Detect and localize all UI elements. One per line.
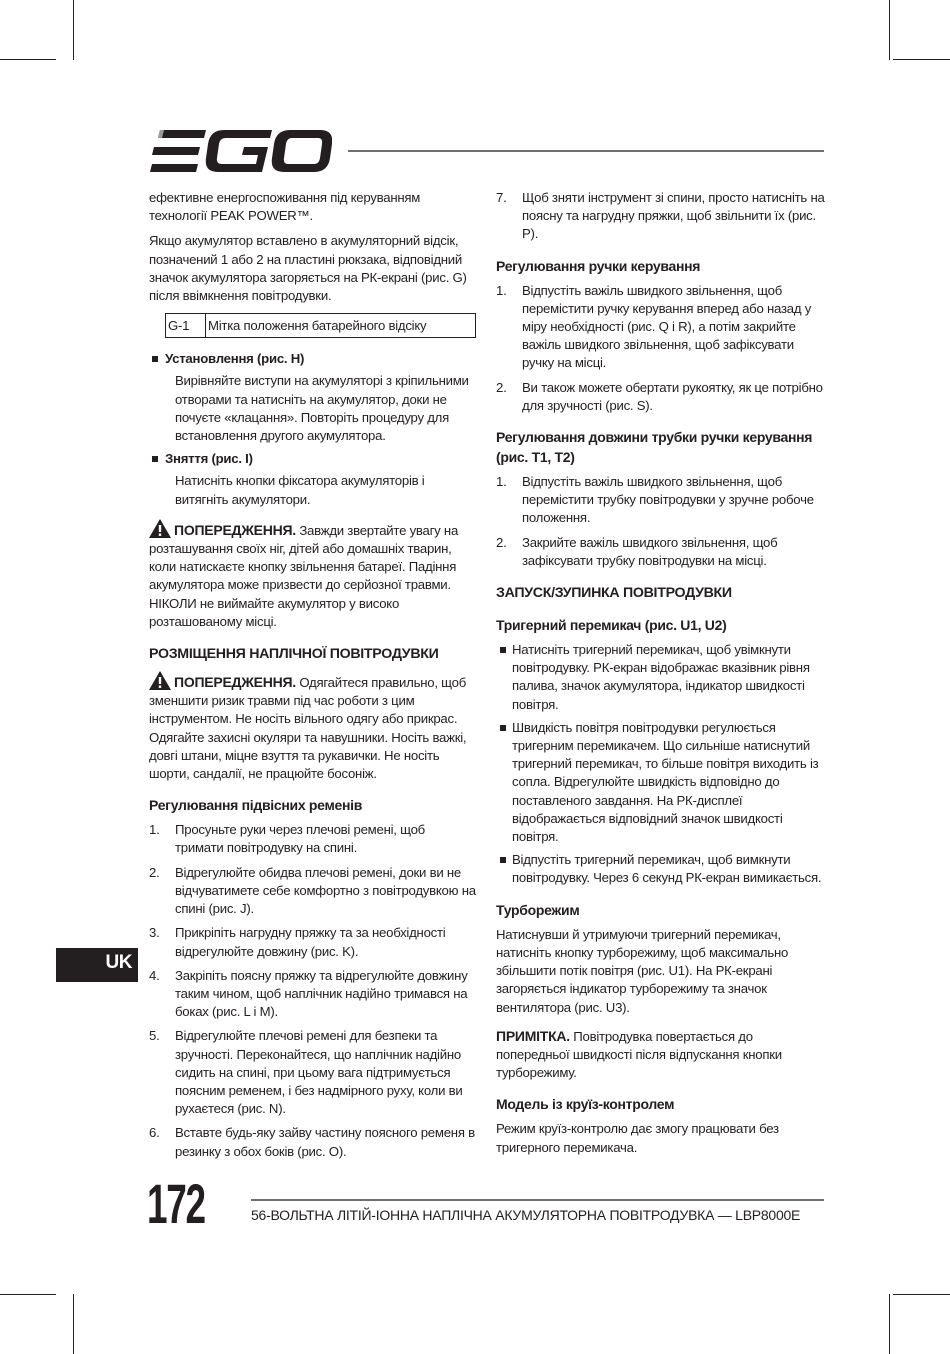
list-number: 6. — [149, 1125, 160, 1141]
warning-clothing — [149, 671, 476, 783]
warning-title: ПОПЕРЕДЖЕННЯ. — [174, 674, 296, 691]
list-item — [149, 924, 476, 960]
warning-text: Одягайтеся правильно, щоб зменшити ризик травми під час роботи з цим інструментом. Не носіть вільного одягу або прикрас. Одягайте захисні окуляри та навушники. Носіть важкі, довгі штани, міцне взуття та рукавички. Не носіть шорти, сандалії, не працюйте босоніж. — [149, 675, 467, 782]
table-cell-code: G-1 — [166, 314, 206, 338]
warning-battery — [149, 519, 476, 631]
list-item — [496, 719, 826, 846]
install-title: Установлення (рис. H) — [165, 351, 305, 367]
crop-mark — [73, 0, 74, 60]
list-item — [496, 473, 826, 528]
list-text: Відпустіть тригерний перемикач, щоб вимкнути повітродувку. Через 6 секунд РК-екран вимикається. — [512, 852, 822, 886]
bullet-square-icon — [500, 725, 506, 731]
list-number: 5. — [149, 1028, 160, 1044]
list-number: 1. — [149, 822, 160, 838]
list-item — [149, 1027, 476, 1118]
list-text: Ви також можете обертати рукоятку, як це потрібно для зручності (рис. S). — [522, 379, 823, 413]
crop-mark — [889, 1294, 890, 1354]
list-number: 2. — [496, 379, 507, 395]
remove-heading — [149, 450, 476, 468]
list-item — [149, 864, 476, 919]
list-number: 7. — [496, 190, 507, 205]
bullet-square-icon — [500, 647, 506, 653]
list-item — [496, 851, 826, 887]
list-item — [149, 1124, 476, 1160]
install-heading — [149, 350, 476, 368]
table-row — [166, 314, 476, 338]
list-text: Відпустіть важіль швидкого звільнення, щоб перемістити трубку повітродувки у зручне робоче положення. — [522, 474, 814, 526]
ego-logo — [150, 130, 332, 172]
language-tab — [56, 948, 138, 982]
crop-mark — [0, 59, 56, 60]
language-tab-label: UK — [105, 952, 132, 973]
turbo-text: Натиснувши й утримуючи тригерний перемикач, натисніть кнопку турборежиму, щоб максимально збільшити потік повітря (рис. U1). На РК-екрані загоряється індикатор турборежиму та значок вентилятора (рис. U3). — [496, 926, 789, 1015]
crop-mark — [0, 1294, 56, 1295]
note-paragraph — [496, 1027, 826, 1083]
footer-title: 56-ВОЛЬТНА ЛІТІЙ-ІОННА НАПЛІЧНА АКУМУЛЯТОРНА ПОВІТРОДУВКА — LBP8000E — [251, 1207, 801, 1223]
list-text: Просуньте руки через плечові ремені, щоб тримати повітродувку на спині. — [175, 822, 425, 856]
list-text: Натисніть тригерний перемикач, щоб увімкнути повітродувку. РК-екран відображає вказівник рівня палива, значок акумулятора, індикатор швидкості повітря. — [512, 642, 810, 712]
list-number: 1. — [496, 282, 507, 298]
bullet-square-icon — [152, 356, 158, 362]
bullet-square-icon — [500, 857, 506, 863]
crop-mark — [889, 0, 890, 60]
left-column — [149, 189, 476, 1167]
handle-heading: Регулювання ручки керування — [496, 257, 701, 274]
list-item — [149, 967, 476, 1022]
list-text: Закріпіть поясну пряжку та відрегулюйте довжину таким чином, щоб наплічник надійно тримався на боках (рис. L і M). — [175, 967, 468, 1020]
warning-text: Завжди звертайте увагу на розташування своїх ніг, дітей або домашніх тварин, коли натискаєте кнопку звільнення батареї. Падіння акумулятора може призвести до серйозної травми. НІКОЛИ не виймайте акумулятор у високо розташованому місці. — [149, 522, 459, 629]
list-text: Відпустіть важіль швидкого звільнення, щоб перемістити ручку керування вперед або назад у міру необхідності (рис. Q і R), а потім закрийте важіль швидкого звільнення, щоб зафіксувати ручку на місці. — [522, 282, 812, 371]
list-text: Закрийте важіль швидкого звільнення, щоб зафіксувати трубку повітродувки на місці. — [522, 534, 778, 568]
list-number: 4. — [149, 967, 160, 983]
warning-triangle-icon — [149, 519, 171, 538]
list-text: Швидкість повітря повітродувки регулюється тригерним перемикачем. Що сильніше натиснутий тригерний перемикач, то більше повітря виходить із сопла. Відрегулюйте швидкість відповідно до поставленого завдання. На РК-дисплеї відображається відповідний значок швидкості повітря. — [512, 719, 819, 845]
trigger-heading: Тригерний перемикач (рис. U1, U2) — [496, 617, 727, 634]
cruise-heading: Модель із круїз-контролем — [496, 1096, 675, 1113]
list-item — [496, 379, 826, 415]
footer-rule — [251, 1199, 824, 1201]
warning-triangle-icon — [149, 671, 171, 690]
list-item — [496, 189, 826, 244]
bullet-square-icon — [152, 456, 158, 462]
note-label: ПРИМІТКА. — [496, 1027, 570, 1044]
crop-mark — [73, 1294, 74, 1354]
list-text: Вставте будь-яку зайву частину поясного ременя в резинку з обох боків (рис. O). — [175, 1125, 475, 1159]
tube-heading: Регулювання довжини трубки ручки керування (рис. T1, T2) — [496, 429, 813, 466]
header-rule — [348, 150, 824, 152]
section-heading-placement: РОЗМІЩЕННЯ НАПЛІЧНОЇ ПОВІТРОДУВКИ — [149, 646, 439, 663]
cruise-text: Режим круїз-контролю дає змогу працювати без тригерного перемикача. — [496, 1121, 779, 1155]
table-cell-description: Мітка положення батарейного відсіку — [206, 314, 476, 338]
intro-paragraph-2: Якщо акумулятор вставлено в акумуляторний відсік, позначений 1 або 2 на пластині рюкзака, відповідний значок акумулятора загоряється на РК-екрані (рис. G) після ввімкнення повітродувки. — [149, 233, 467, 304]
list-item — [496, 282, 826, 373]
remove-title: Зняття (рис. I) — [165, 451, 253, 467]
note-text: Повітродувка повертається до попередньої швидкості після відпускання кнопки турборежиму. — [496, 1028, 782, 1081]
crop-mark — [893, 59, 950, 60]
crop-mark — [893, 1294, 950, 1295]
list-number: 2. — [496, 534, 507, 550]
battery-label-table — [165, 313, 476, 338]
list-text: Відрегулюйте обидва плечові ремені, доки ви не відчуватимете себе комфортно з повітродувкою на спині (рис. J). — [175, 864, 476, 917]
list-number: 3. — [149, 925, 160, 941]
straps-heading: Регулювання підвісних ременів — [149, 797, 363, 814]
install-text: Вирівняйте виступи на акумуляторі з кріпильними отворами та натисніть на акумулятор, доки не почуєте «клацання». Повторіть процедуру для встановлення другого акумулятора. — [175, 373, 469, 444]
turbo-heading: Турборежим — [496, 901, 580, 918]
warning-title: ПОПЕРЕДЖЕННЯ. — [174, 521, 296, 538]
intro-paragraph-1: ефективне енергоспоживання під керуванням технології PEAK POWER™. — [149, 190, 421, 224]
remove-text: Натисніть кнопки фіксатора акумуляторів і витягніть акумулятори. — [175, 473, 425, 507]
list-item — [496, 534, 826, 570]
list-text: Щоб зняти інструмент зі спини, просто натисніть на поясну та нагрудну пряжки, щоб звільнити їх (рис. P). — [522, 190, 825, 242]
right-column — [496, 189, 826, 1164]
page-number: 172 — [147, 1172, 205, 1235]
list-item — [149, 821, 476, 857]
list-text: Прикріпіть нагрудну пряжку та за необхідності відрегулюйте довжину (рис. K). — [175, 925, 446, 959]
list-number: 1. — [496, 474, 507, 490]
section-heading-start-stop: ЗАПУСК/ЗУПИНКА ПОВІТРОДУВКИ — [496, 585, 732, 602]
list-number: 2. — [149, 864, 160, 880]
list-text: Відрегулюйте плечові ремені для безпеки та зручності. Переконайтеся, що наплічник надійно сидить на спині, при цьому вага підтримується поясним ременем, і без надмірного руху, коли ви рухаєтеся (рис. N). — [175, 1028, 463, 1117]
list-item — [496, 641, 826, 714]
